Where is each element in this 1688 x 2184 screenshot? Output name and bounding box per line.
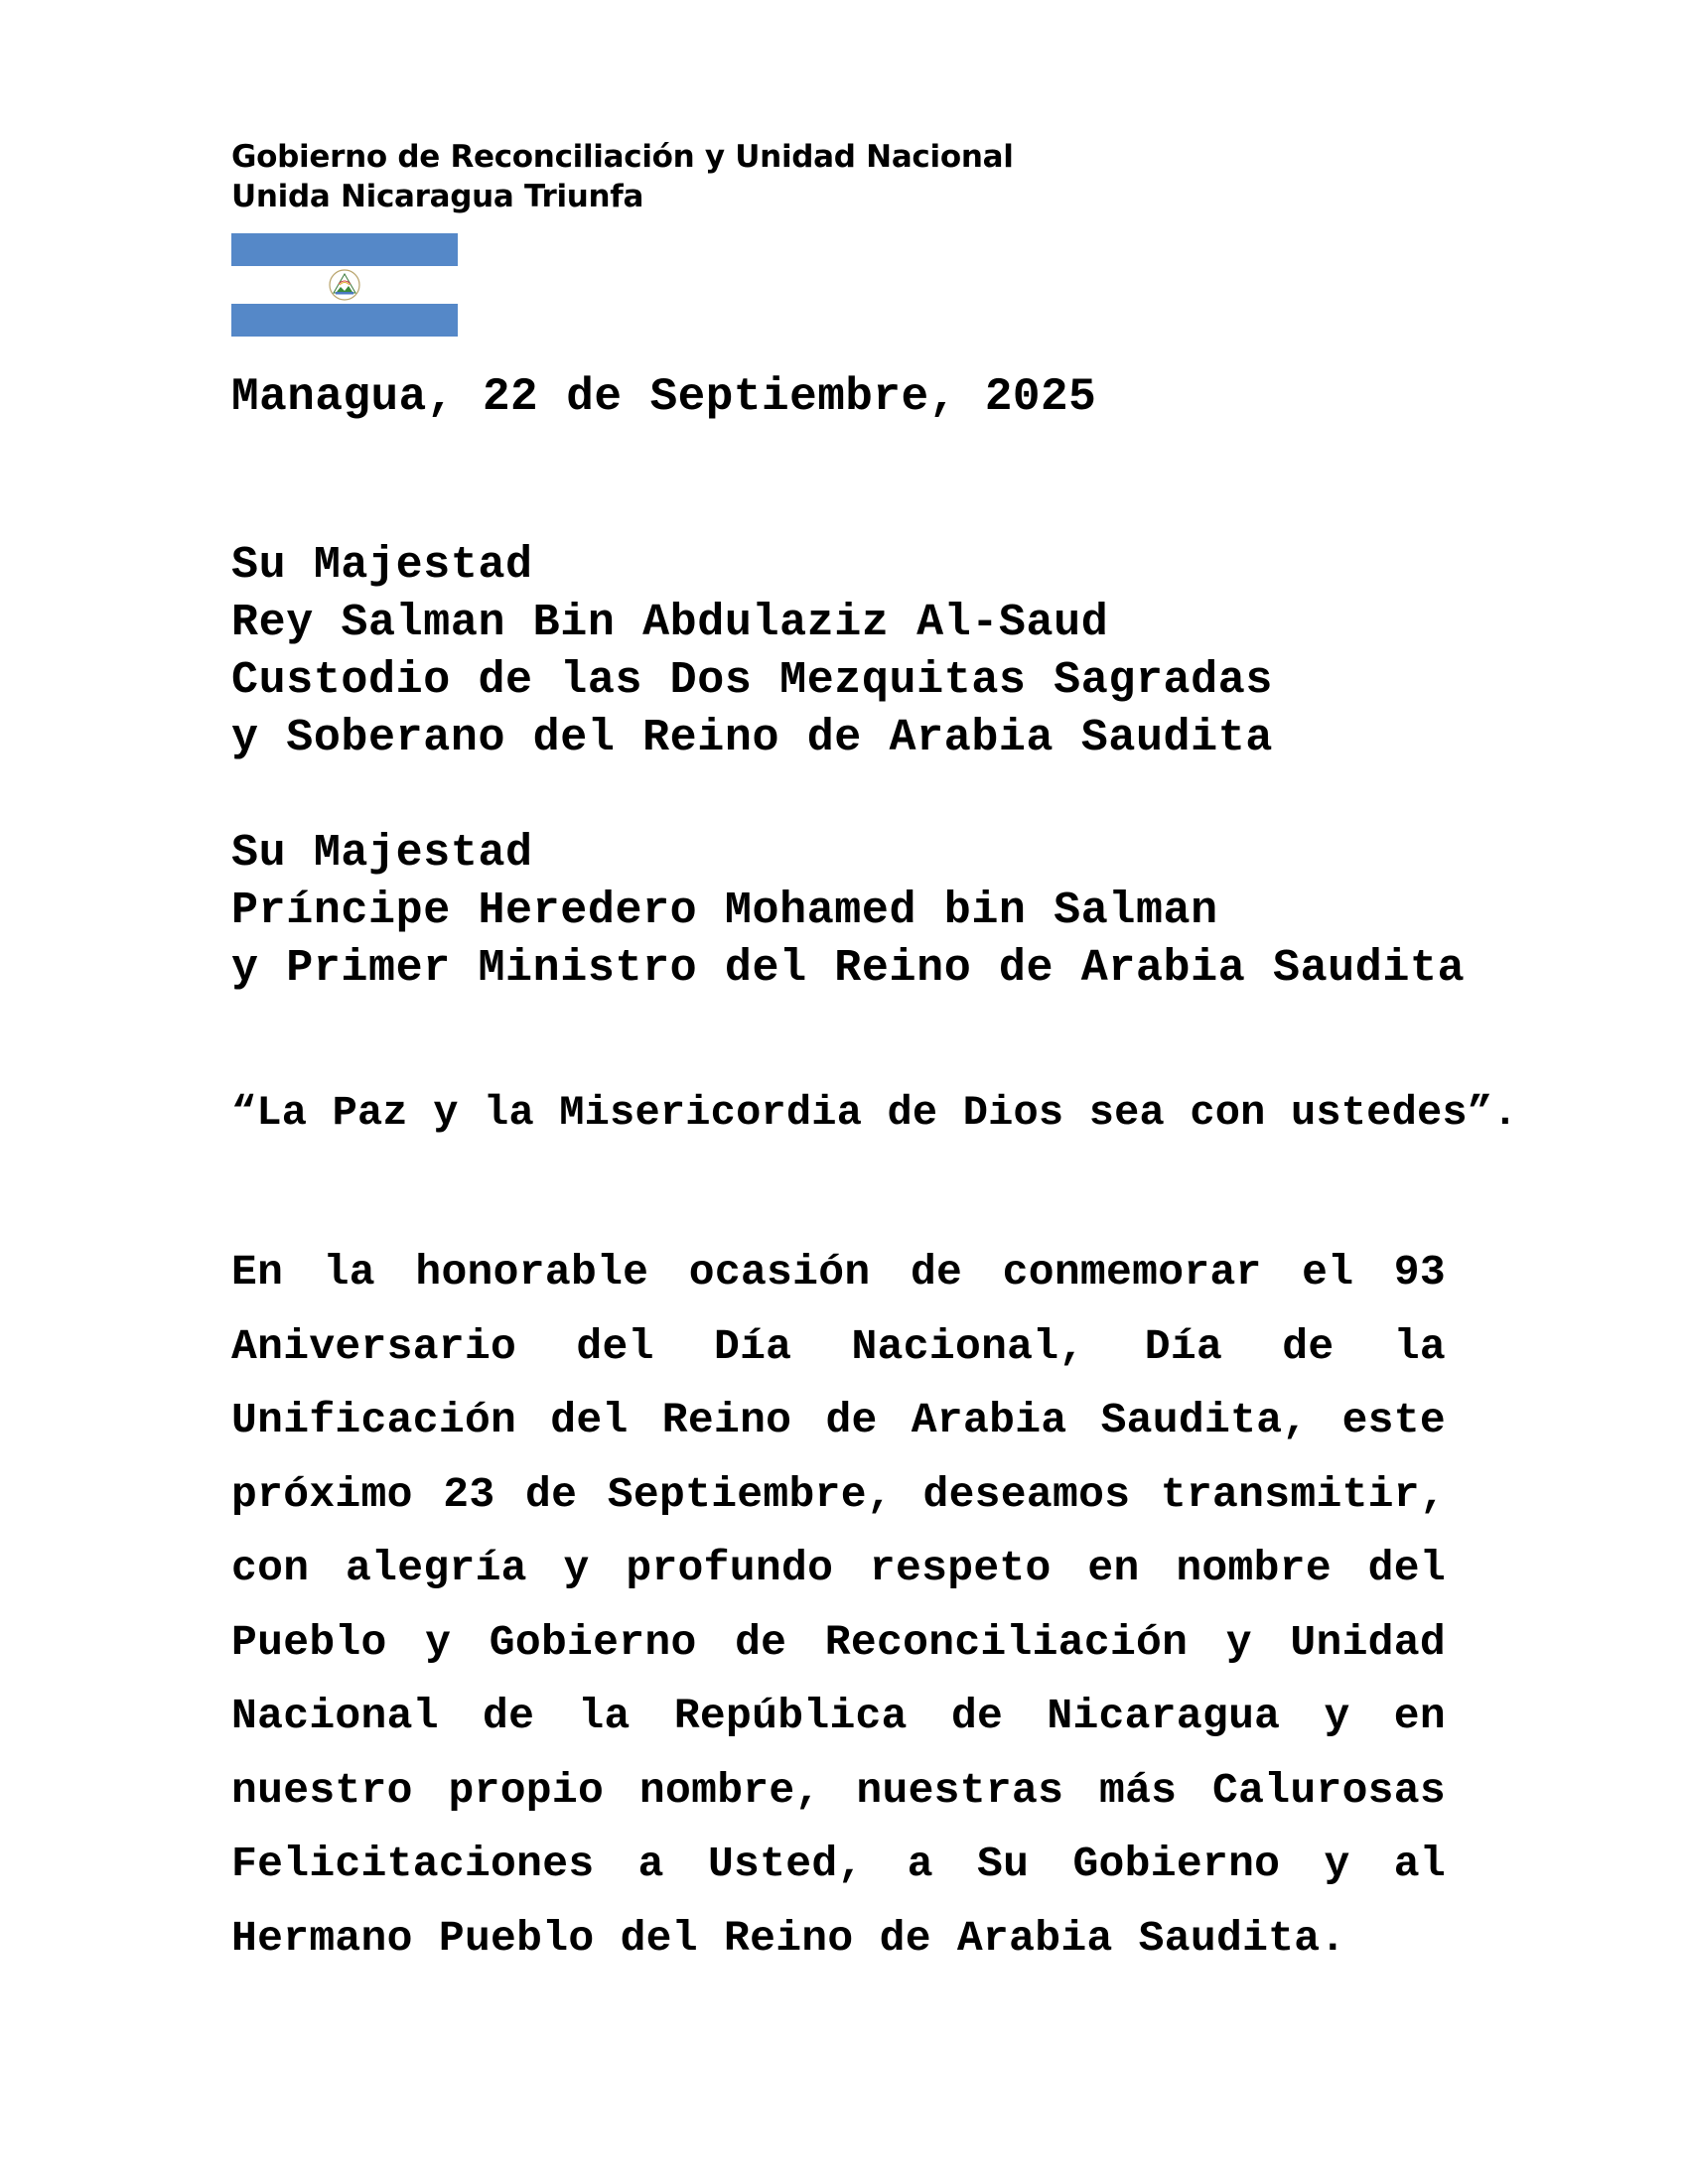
salutation: “La Paz y la Misericordia de Dios sea con ustedes”. — [231, 1089, 1518, 1137]
flag-top-stripe — [231, 233, 458, 266]
recipient-prince-name: Príncipe Heredero Mohamed bin Salman — [231, 886, 1218, 936]
recipient-king-title: Su Majestad — [231, 540, 533, 591]
letterhead-government-name: Gobierno de Reconciliación y Unidad Nacional — [231, 139, 1014, 175]
letter-body-paragraph: En la honorable ocasión de conmemorar el 93 Aniversario del Día Nacional, Día de la Unificación del Reino de Arabia Saudita, este próximo 23 de Septiembre, deseamos transmitir, con alegría y profundo respeto en nombre del Pueblo y Gobierno de Reconciliación y Unidad Nacional de la República de Nicaragua y en nuestro propio nombre, nuestras más Calurosas Felicitaciones a Usted, a Su Gobierno y al Hermano Pueblo del Reino de Arabia Saudita. — [231, 1248, 1446, 1963]
flag-bottom-stripe — [231, 304, 458, 337]
recipient-king-role: Custodio de las Dos Mezquitas Sagradas — [231, 655, 1273, 706]
recipient-crown-prince — [231, 825, 1465, 998]
letterhead-slogan: Unida Nicaragua Triunfa — [231, 179, 644, 214]
recipient-king-name: Rey Salman Bin Abdulaziz Al-Saud — [231, 598, 1109, 648]
recipient-king — [231, 537, 1273, 767]
nicaragua-flag-icon — [231, 233, 458, 337]
recipient-prince-title: Su Majestad — [231, 828, 533, 879]
recipient-king-role-2: y Soberano del Reino de Arabia Saudita — [231, 713, 1273, 763]
recipient-prince-role: y Primer Ministro del Reino de Arabia Saudita — [231, 943, 1466, 994]
letterhead — [231, 137, 1014, 216]
coat-of-arms-icon — [323, 268, 366, 302]
letter-date: Managua, 22 de Septiembre, 2025 — [231, 371, 1097, 423]
